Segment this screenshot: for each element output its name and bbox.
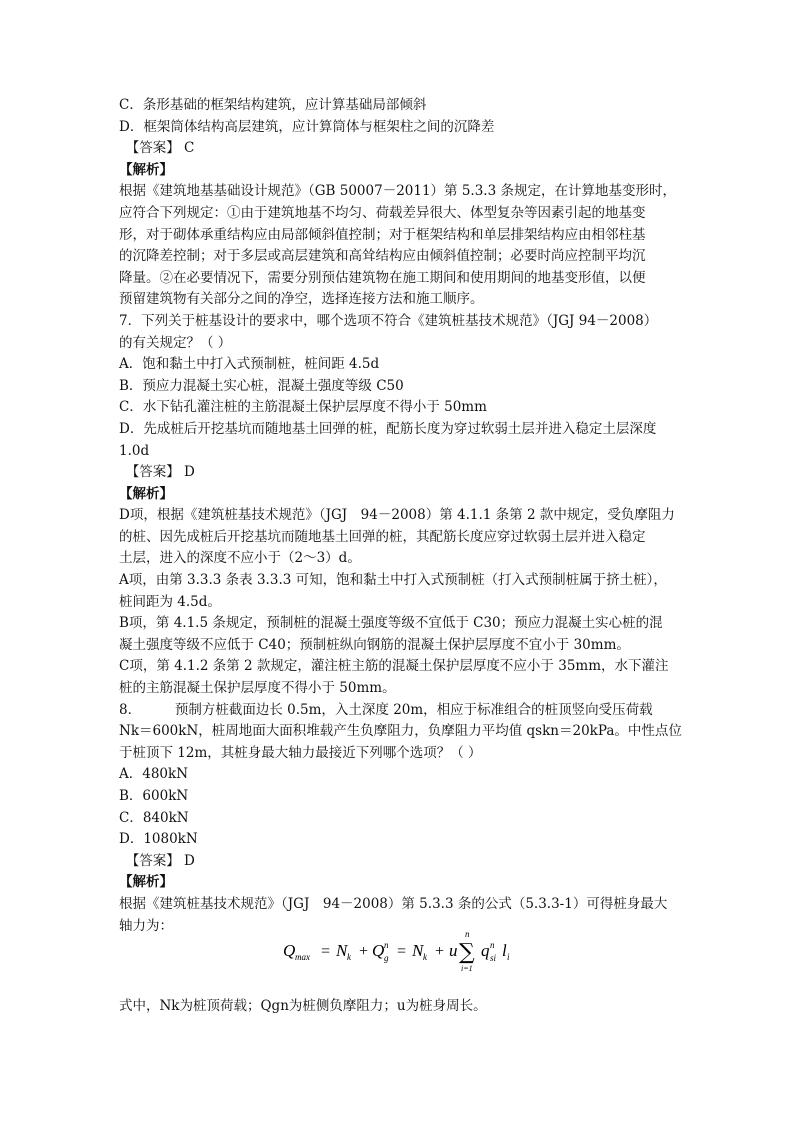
formula-l: l [502,941,507,960]
text-line: 1.0d [119,442,150,459]
document-body [119,95,682,937]
text-line: 【解析】 [119,161,173,178]
formula-n2-sub: k [423,952,427,962]
text-line: D项，根据《建筑桩基技术规范》（JGJ 94－2008）第 4.1.1 条第 2 款中规定，受负摩阻力 [119,507,675,524]
text-line: B项，第 4.1.5 条规定，预制桩的混凝土强度等级不宜低于 C30；预应力混凝土实心桩的混 [119,615,663,632]
text-line: 7．下列关于桩基设计的要求中，哪个选项不符合《建筑桩基技术规范》（JGJ 94－2008） [119,312,658,329]
text-line: 根据《建筑桩基技术规范》（JGJ 94－2008）第 5.3.3 条的公式（5.3.3-1）可得桩身最大 [119,895,668,912]
formula-eq1: = [320,943,331,960]
formula-plus2: + [434,943,445,960]
formula-qsi: q [481,941,490,960]
text-line: D．先成桩后开挖基坑而随地基土回弹的桩，配筋长度为穿过软弱土层并进入稳定土层深度 [119,420,657,437]
formula-n2: N [412,941,424,960]
text-line: C．条形基础的框架结构建筑，应计算基础局部倾斜 [119,97,427,113]
formula-lhs-sub: max [295,952,310,962]
text-line: B．600kN [119,788,189,804]
text-line: 凝土强度等级不应低于 C40；预制桩纵向钢筋的混凝土保护层厚度不宜小于 30mm。 [119,636,630,653]
text-line: 土层，进入的深度不应小于（2～3）d。 [119,550,361,567]
text-line: 的有关规定？（ ） [119,334,232,351]
formula-u: u [449,941,458,960]
formula-lhs: Q [283,941,296,960]
text-line: 于桩顶下 12m，其桩身最大轴力最接近下列哪个选项？（ ） [119,744,482,761]
text-line: A项，由第 3.3.3 条表 3.3.3 可知，饱和黏土中打入式预制桩（打入式预制桩属于挤土桩）， [119,572,667,589]
text-line: 降量。②在必要情况下，需要分别预估建筑物在施工期间和使用期间的地基变形值，以便 [119,269,646,286]
text-line: D．框架筒体结构高层建筑，应计算筒体与框架柱之间的沉降差 [119,118,495,135]
formula-n1: N [336,941,348,960]
text-line: 形，对于砌体承重结构应由局部倾斜值控制；对于框架结构和单层排架结构应由相邻柱基 [119,226,646,243]
formula-sum-top: n [465,929,470,939]
text-line: 轴力为： [119,917,173,934]
text-line: A．饱和黏土中打入式预制桩，桩间距 4.5d [119,356,380,373]
formula-l-sub: i [507,952,510,962]
text-line: Nk＝600kN，桩周地面大面积堆载产生负摩阻力，负摩阻力平均值 qskn＝20kPa。中性点位 [119,723,682,740]
formula-qsi-sup: n [490,940,495,950]
text-line: 的沉降差控制；对于多层或高层建筑和高耸结构应由倾斜值控制；必要时尚应控制平均沉 [119,248,646,265]
text-line: 预留建筑物有关部分之间的净空，选择连接方法和施工顺序。 [119,291,484,308]
text-line: 桩的主筋混凝土保护层厚度不得小于 50mm。 [119,680,396,697]
text-line: 【答案】 C [119,140,195,157]
text-line: 【答案】 D [119,464,195,481]
formula-sum-bottom: i=1 [461,964,473,973]
formula-eq2: = [396,943,407,960]
text-line: 【解析】 [119,874,173,891]
text-line: A．480kN [119,766,189,783]
text-line: C．840kN [119,809,189,826]
formula-qg-sup: n [384,940,389,950]
text-line: B．预应力混凝土实心桩，混凝土强度等级 C50 [119,377,404,394]
formula-plus1: + [358,943,369,960]
max-axial-force-formula [283,927,543,975]
text-line: 根据《建筑地基基础设计规范》（GB 50007－2011）第 5.3.3 条规定，在计算地基变形时， [119,183,676,200]
text-line: 桩间距为 4.5d。 [119,593,221,610]
formula-qg-sub: g [384,953,389,963]
text-line: 的桩、因先成桩后开挖基坑而随地基土回弹的桩，其配筋长度应穿过软弱土层并进入稳定 [119,528,646,545]
text-line: C．水下钻孔灌注桩的主筋混凝土保护层厚度不得小于 50mm [119,399,487,416]
text-line: 【解析】 [119,485,173,502]
formula-explanation: 式中，Nk为桩顶荷载；Qgn为桩侧负摩阻力；u为桩身周长。 [119,998,487,1014]
formula-n1-sub: k [347,952,351,962]
formula-qg: Q [372,941,385,960]
formula-qsi-sub: si [490,953,497,963]
text-line: C项，第 4.1.2 条第 2 款规定，灌注桩主筋的混凝土保护层厚度不应小于 35mm，水下灌注 [119,658,669,675]
formula-sum: ∑ [459,940,475,965]
text-line: 【答案】 D [119,852,195,869]
formula-svg [283,927,543,975]
text-line: 应符合下列规定：①由于建筑地基不均匀、荷载差异很大、体型复杂等因素引起的地基变 [119,204,646,221]
text-line: D．1080kN [119,831,198,848]
text-line: 8． 预制方桩截面边长 0.5m，入土深度 20m，相应于标准组合的桩顶竖向受压荷载 [119,701,653,718]
